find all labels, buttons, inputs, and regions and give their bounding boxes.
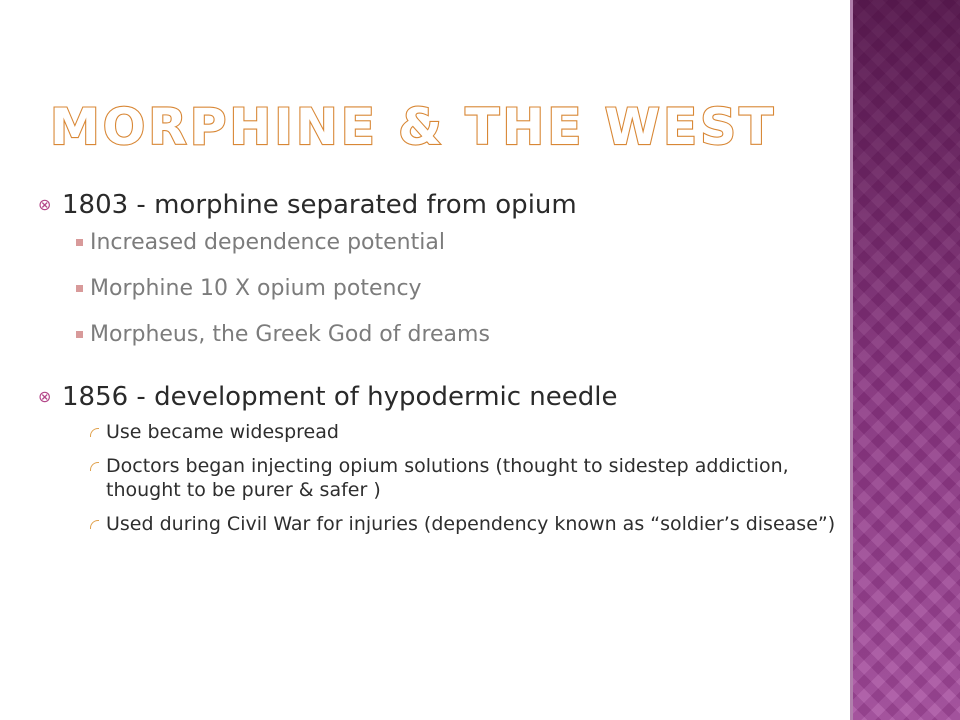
list-item (76, 320, 843, 350)
section-heading-text: 1803 - morphine separated from opium (62, 190, 577, 220)
slide-title-text: MORPHINE & THE WEST (50, 98, 777, 156)
list-item-text: Morpheus, the Greek God of dreams (90, 322, 490, 347)
square-bullet-icon (76, 285, 90, 293)
list-item-text: Morphine 10 X opium potency (90, 276, 422, 301)
circled-cross-bullet-icon: ⊗ (38, 387, 52, 406)
list-item (76, 228, 843, 258)
list-item-text: Increased dependence potential (90, 230, 445, 255)
section-heading-1856 (38, 380, 843, 414)
circled-cross-bullet-icon: ⊗ (38, 195, 52, 214)
list-item (76, 274, 843, 304)
arc-bullet-icon (90, 454, 106, 478)
decorative-side-band (853, 0, 960, 720)
list-item (90, 420, 843, 444)
list-item (90, 512, 843, 536)
slide-body (38, 188, 843, 546)
arc-bullet-icon (90, 420, 106, 444)
square-bullet-icon (76, 331, 90, 339)
slide-title (40, 90, 840, 160)
section-heading-1803 (38, 188, 843, 222)
arc-bullet-icon (90, 512, 106, 536)
square-bullet-icon (76, 239, 90, 247)
list-item-text: Used during Civil War for injuries (dependency known as “soldier’s disease”) (106, 513, 836, 535)
list-item (90, 454, 843, 502)
list-item-text: Use became widespread (106, 421, 339, 443)
section-heading-text: 1856 - development of hypodermic needle (62, 382, 618, 412)
list-item-text: Doctors began injecting opium solutions (thought to sidestep addiction, thought to be purer & safer ) (106, 455, 789, 501)
